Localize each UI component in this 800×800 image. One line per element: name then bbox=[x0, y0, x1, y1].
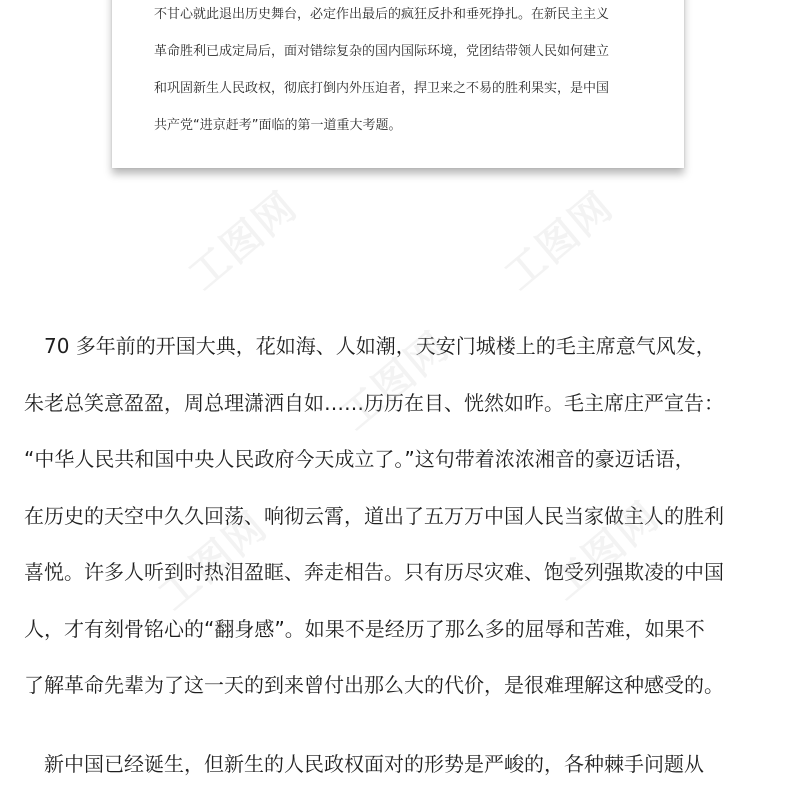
watermark-2: 工图网 bbox=[496, 183, 623, 300]
quote-card-text: 不甘心就此退出历史舞台，必定作出最后的疯狂反扑和垂死挣扎。在新民主主义 革命胜利已成定局后，面对错综复杂的国内国际环境，党团结带领人民如何建立 和巩固新生人民政权，彻底打倒内外压迫者，捍卫来之不易的胜利果实，是中国 共产党“进京赶考”面临的第一道重大考题。 bbox=[154, 7, 610, 133]
watermark-1: 工图网 bbox=[180, 183, 307, 300]
article-paragraph-2: 新中国已经诞生，但新生的人民政权面对的形势是严峻的，各种棘手问题从 bbox=[24, 752, 704, 776]
watermark-4: 工图网 bbox=[150, 503, 277, 620]
quote-card bbox=[112, 0, 684, 168]
watermark-3: 工图网 bbox=[332, 323, 459, 440]
watermark-5: 工图网 bbox=[542, 493, 669, 610]
article-paragraph-1: 70 多年前的开国大典，花如海、人如潮，天安门城楼上的毛主席意气风发， 朱老总笑意盈盈，周总理潇洒自如……历历在目、恍然如昨。毛主席庄严宣告： “中华人民共和国中央人民政府今天成立了。”这句带着浓浓湘音的豪迈话语， 在历史的天空中久久回荡、响彻云霄，道出了五万万中国人民当家做主人的胜利 喜悦。许多人听到时热泪盈眶、奔走相告。只有历尽灾难、饱受列强欺凌的中国 人，才有刻骨铭心的“翻身感”。如果不是经历了那么多的屈辱和苦难，如果不 了解革命先辈为了这一天的到来曾付出那么大的代价，是很难理解这种感受的。 bbox=[24, 334, 724, 697]
